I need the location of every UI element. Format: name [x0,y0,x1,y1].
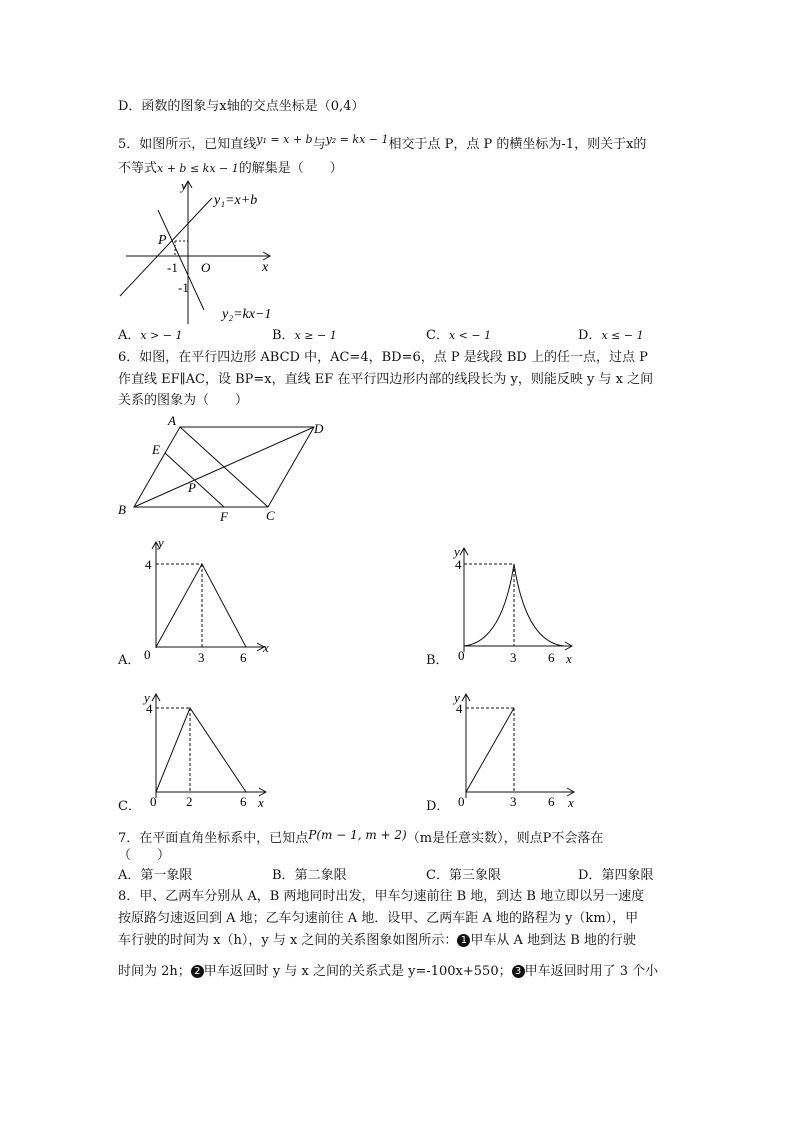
q5-label-line2: y₂=kx−1 [222,307,272,322]
q5-label-line1: y₁=x+b [214,193,258,208]
q6-label-e: E [152,442,160,457]
option-letter: C． [426,328,449,343]
label-ymax: 4 [455,557,462,572]
option-letter: C． [426,868,449,883]
q8-stem-line1: 8．甲、乙两车分别从 A，B 两地同时出发，甲车匀速前往 B 地，到达 B 地立即以另一速度 [118,889,645,904]
q8-stem-line2: 按原路匀速返回到 A 地；乙车匀速前往 A 地．设甲、乙两车距 A 地的路程为 y（km），甲 [118,911,639,926]
q7-option-a[interactable] [118,867,192,885]
label-x: x [566,651,572,666]
q6-stem-line1: 6．如图，在平行四边形 ABCD 中，AC=4，BD=6，点 P 是线段 BD 上的任一点，过点 P [118,350,648,365]
q5-tick-x: -1 [167,260,178,275]
label-origin: 0 [150,794,157,809]
q6-stem-line2: 作直线 EF∥AC，设 BP=x，直线 EF 在平行四边形内部的线段长为 y，则能反映 y 与 x 之间 [118,372,654,387]
q5-line-y2 [158,210,204,310]
option-text: x < − 1 [448,329,492,342]
option-letter: D． [578,868,602,883]
option-text: 第四象限 [601,868,654,883]
q5-inequality: x + b ≤ kx − 1 [157,162,239,175]
q5-stem-b: 相交于点 P，点 P 的横坐标为-1，则关于x的 [388,137,647,152]
q6-label-c: C [266,508,275,523]
circled-number-2: 2 [191,965,204,978]
q6-graph-a [118,536,278,668]
q5-option-c[interactable] [426,327,491,345]
q8-text-3a: 车行驶的时间为 x（h），y 与 x 之间的关系图象如图所示： [118,933,458,948]
q7-stem-a: 7．在平面直角坐标系中，已知点 [118,831,309,846]
q5-stem-d: 的解集是（ ） [238,161,343,176]
label-t2: 6 [548,794,555,809]
q6-stem-line3: 关系的图象为（ ） [118,393,249,408]
q5-option-d[interactable] [578,327,644,345]
q5-label-x: x [262,260,269,275]
q7-stem-line1 [118,826,603,848]
label-origin: 0 [458,648,465,663]
label-x: x [263,640,269,655]
q5-option-a[interactable] [118,327,183,345]
q8-stem-line3 [118,932,636,950]
label-x: x [568,795,574,810]
option-text: x ≤ − 1 [601,329,644,342]
q6-parallelogram-figure [112,413,332,525]
label-ymax: 4 [456,701,463,716]
q5-with: 与 [312,137,326,152]
option-text: 第一象限 [140,868,193,883]
q5-tick-y: -1 [178,280,189,295]
q7-paren: （ ） [118,848,171,863]
label-t1: 3 [510,794,517,809]
q5-label-y: y [181,178,187,193]
option-letter: B． [272,868,295,883]
graph-curve [156,564,246,647]
q7-option-c[interactable] [426,867,501,885]
option-text: 第二象限 [294,868,347,883]
label-t1: 3 [510,650,517,665]
q8-text-4a: 时间为 2h； [118,964,191,979]
q6-label-a: A [168,413,176,428]
label-t2: 6 [240,650,247,665]
q5-y2-expr: y₂ = kx − 1 [325,133,389,146]
label-t1: 2 [186,794,193,809]
circled-number-1: 1 [457,934,470,947]
q4-option-d: D．函数的图象与x轴的交点坐标是（0,4） [118,99,365,114]
label-y: y [158,536,164,550]
q8-stem-line4 [118,963,658,981]
label-origin: 0 [458,794,465,809]
label-y: y [454,544,460,559]
option-letter: A． [118,328,141,343]
q7-point-expr: P(m − 1, m + 2) [308,828,407,842]
label-t2: 6 [548,650,555,665]
label-y: y [454,690,460,705]
q5-figure [112,178,312,328]
circled-number-3: 3 [512,965,525,978]
label-origin: 0 [144,647,151,662]
q6-option-c[interactable]: C． [118,799,141,814]
q6-label-b: B [118,502,126,517]
q6-option-a[interactable]: A． [118,653,141,668]
q6-graph-c [118,686,278,818]
label-t2: 6 [240,794,247,809]
option-text: x ≥ − 1 [294,329,337,342]
option-letter: B． [272,328,295,343]
q6-label-d: D [314,421,324,436]
q8-text-4b: 甲车返回时 y 与 x 之间的关系式是 y=-100x+550； [203,964,512,979]
q5-stem-a: 5．如图所示，已知直线 [118,137,257,152]
q6-label-f: F [220,509,228,524]
q5-y1-expr: y₁ = x + b [256,133,313,146]
option-letter: A． [118,868,141,883]
q5-stem-line2 [118,160,343,178]
option-text: 第三象限 [448,868,501,883]
label-ymax: 4 [145,557,152,572]
q6-option-d[interactable]: D． [426,799,450,814]
q5-option-b[interactable] [272,327,337,345]
graph-curve [156,708,246,792]
option-letter: D． [578,328,602,343]
label-y: y [144,690,150,705]
q5-label-origin: O [201,260,211,275]
option-text: x > − 1 [140,329,183,342]
q6-option-b[interactable]: B． [426,653,449,668]
graph-curve [466,708,514,792]
q8-text-3b: 甲车从 A 地到达 B 地的行驶 [470,933,636,948]
q5-label-p: P [158,233,167,248]
q7-option-d[interactable] [578,867,653,885]
q7-stem-b: （m是任意实数），则点P不会落在 [406,831,604,846]
q5-stem-c: 不等式 [118,161,158,176]
q5-stem-line1 [118,131,646,154]
q7-option-b[interactable] [272,867,347,885]
q6-label-p: P [188,480,196,495]
q6-diagonal-bd [134,427,314,507]
label-t1: 3 [198,650,205,665]
label-ymax: 4 [146,701,153,716]
label-x: x [258,795,264,810]
q8-text-4c: 甲车返回时用了 3 个小 [524,964,659,979]
